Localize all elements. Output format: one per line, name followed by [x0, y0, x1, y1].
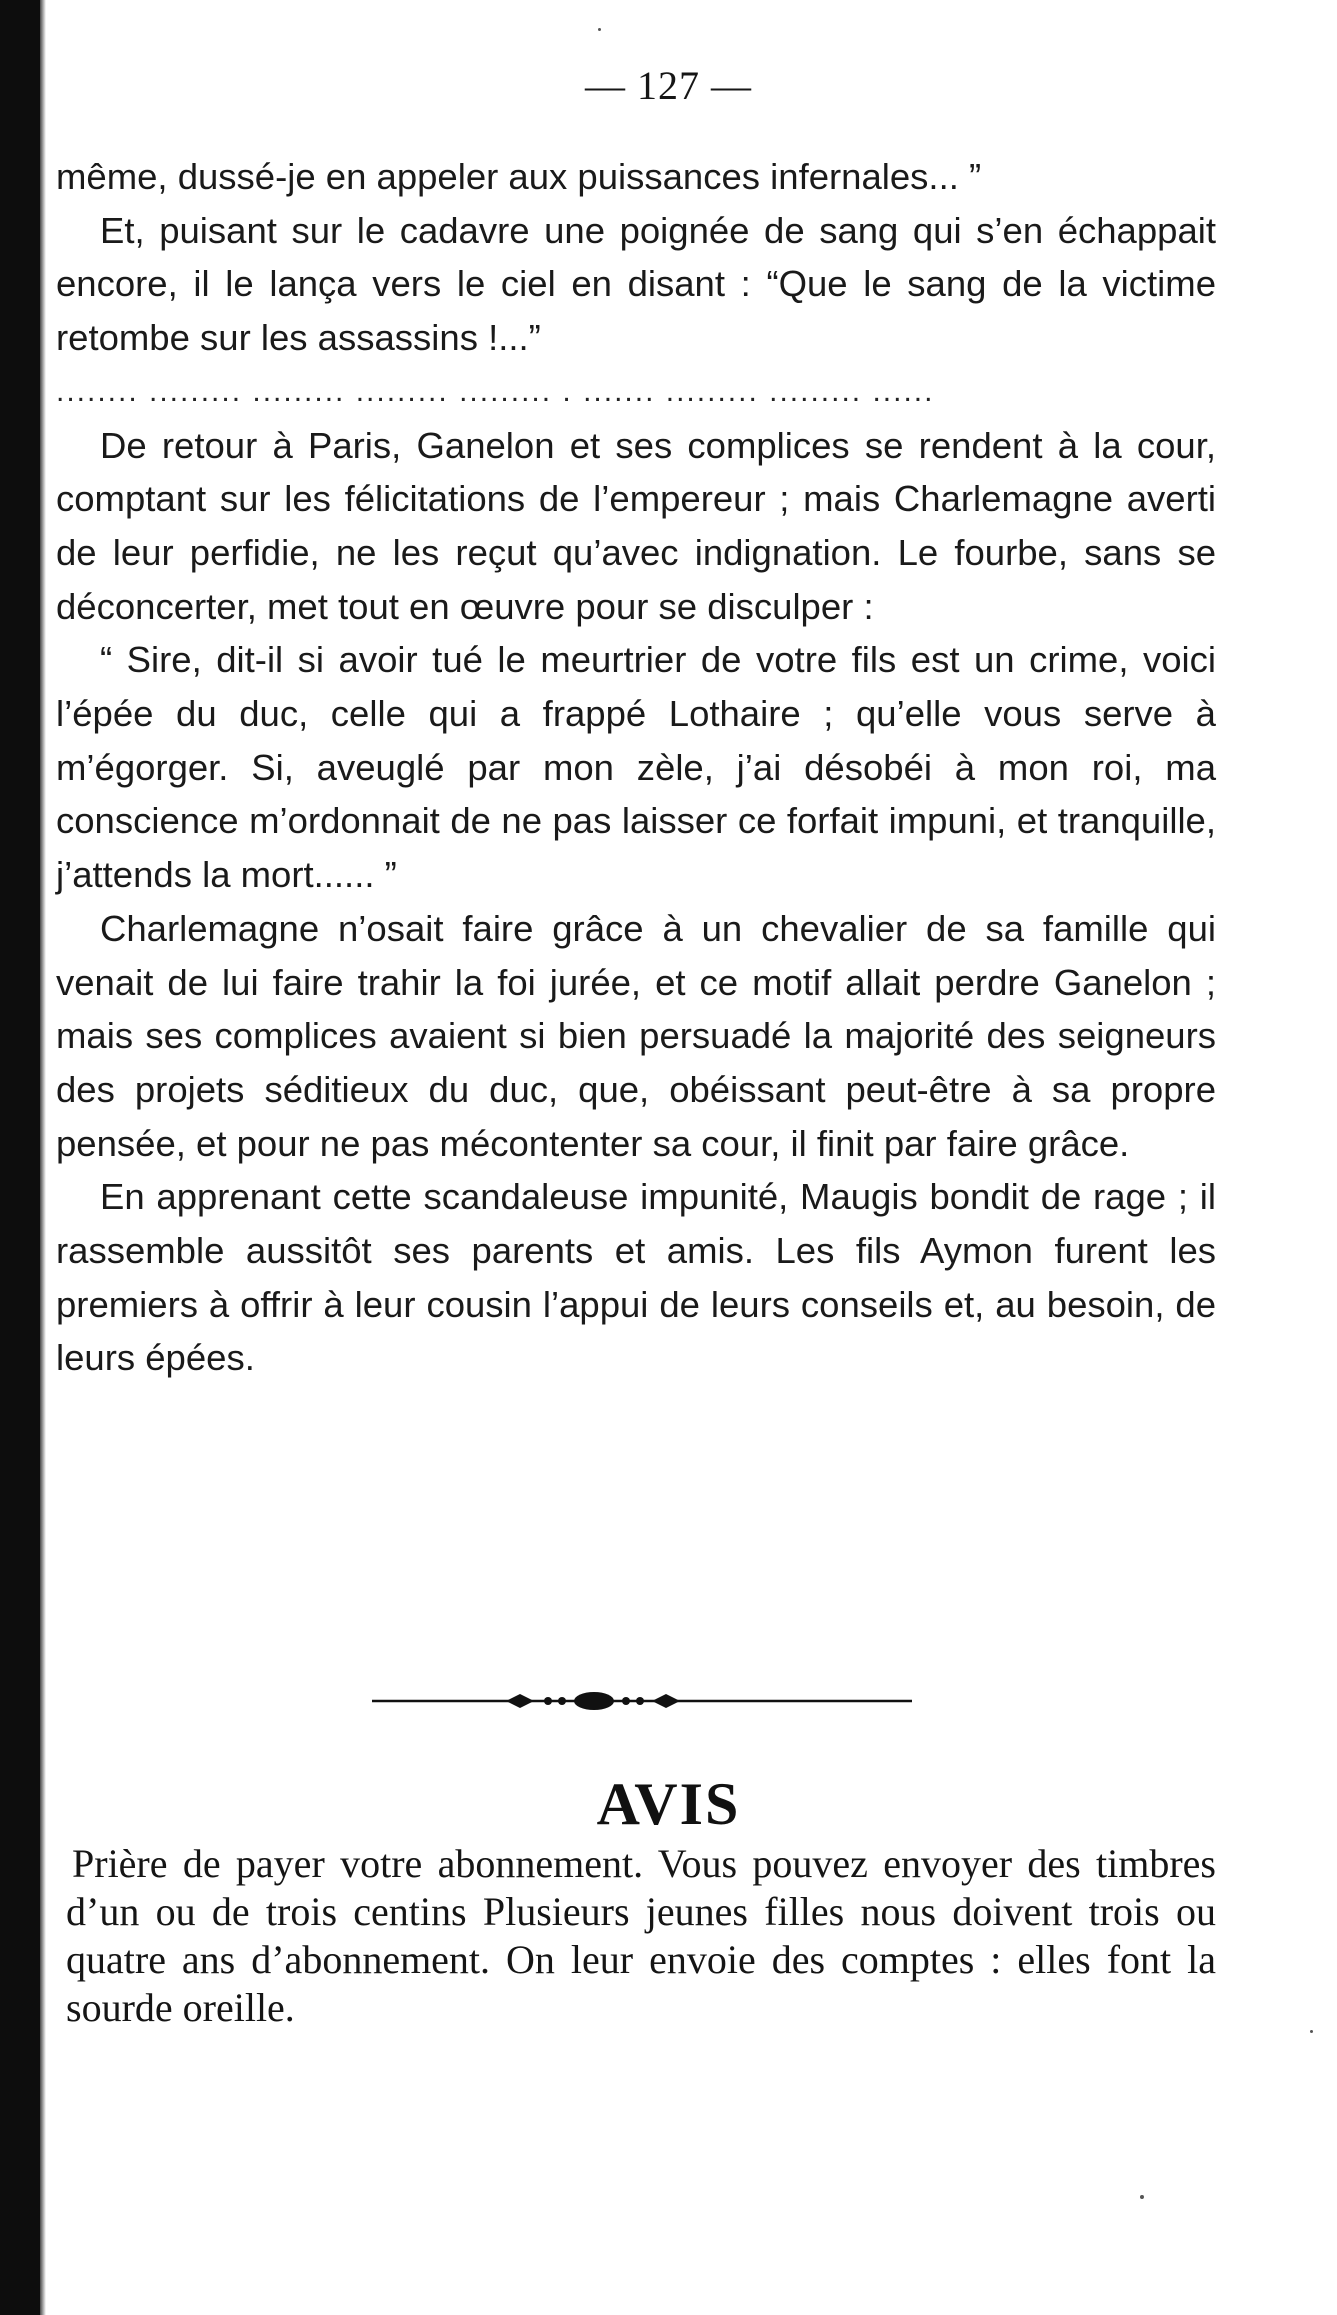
notice-paragraph: Prière de payer votre abonnement. Vous pouvez envoyer des timbres d’un ou de trois centins Plusieurs jeunes filles nous doivent trois ou quatre ans d’abonnement. On leur envoie des comptes : elles font la sourde oreille.	[66, 1841, 1216, 2030]
notice-body	[66, 1840, 1216, 2032]
article-paragraph: En apprenant cette scandaleuse impunité, Maugis bondit de rage ; il rassemble aussitôt ses parents et amis. Les fils Aymon furent les premiers à offrir à leur cousin l’appui de leurs conseils et, au besoin, de leurs épées.	[56, 1176, 1216, 1379]
article-paragraph: Charlemagne n’osait faire grâce à un chevalier de sa famille qui venait de lui faire trahir la foi jurée, et ce motif allait perdre Ganelon ; mais ses complices avaient si bien persuadé la majorité des seigneurs des projets séditieux du duc, que, obéissant peut-être à sa propre pensée, et pour ne pas mécontenter sa cour, il finit par faire grâce.	[56, 907, 1216, 1164]
notice-title: AVIS	[596, 1771, 741, 1837]
paper-speck	[1140, 2195, 1144, 2199]
article-text	[56, 150, 1216, 1385]
article-paragraph: Et, puisant sur le cadavre une poignée de sang qui s’en échappait encore, il le lança vers le ciel en disant : “Que le sang de la victime retombe sur les assassins !...”	[56, 209, 1216, 359]
article-paragraph: De retour à Paris, Ganelon et ses complices se rendent à la cour, comptant sur les félicitations de l’empereur ; mais Charlemagne averti de leur perfidie, ne les reçut qu’avec indignation. Le fourbe, sans se déconcerter, met tout en œuvre pour se disculper :	[56, 424, 1216, 627]
paper-speck	[598, 28, 601, 31]
page-number: — 127 —	[585, 63, 752, 108]
page-binding-edge	[0, 0, 40, 2315]
article-paragraph: même, dussé-je en appeler aux puissances infernales... ”	[56, 156, 982, 197]
ellipsis-separator: ........ ......... ......... ......... ......... . ....... ......... ......... ......	[56, 374, 935, 408]
paper-speck	[1310, 2030, 1313, 2033]
article-paragraph: “ Sire, dit-il si avoir tué le meurtrier de votre fils est un crime, voici l’épée du duc, celle qui a frappé Lothaire ; qu’elle vous serve à m’égorger. Si, aveuglé par mon zèle, j’ai désobéi à mon roi, ma conscience m’ordonnait de ne pas laisser ce forfait impuni, et tranquille, j’attends la mort...... ”	[56, 639, 1216, 896]
ornamental-divider	[372, 1688, 912, 1714]
